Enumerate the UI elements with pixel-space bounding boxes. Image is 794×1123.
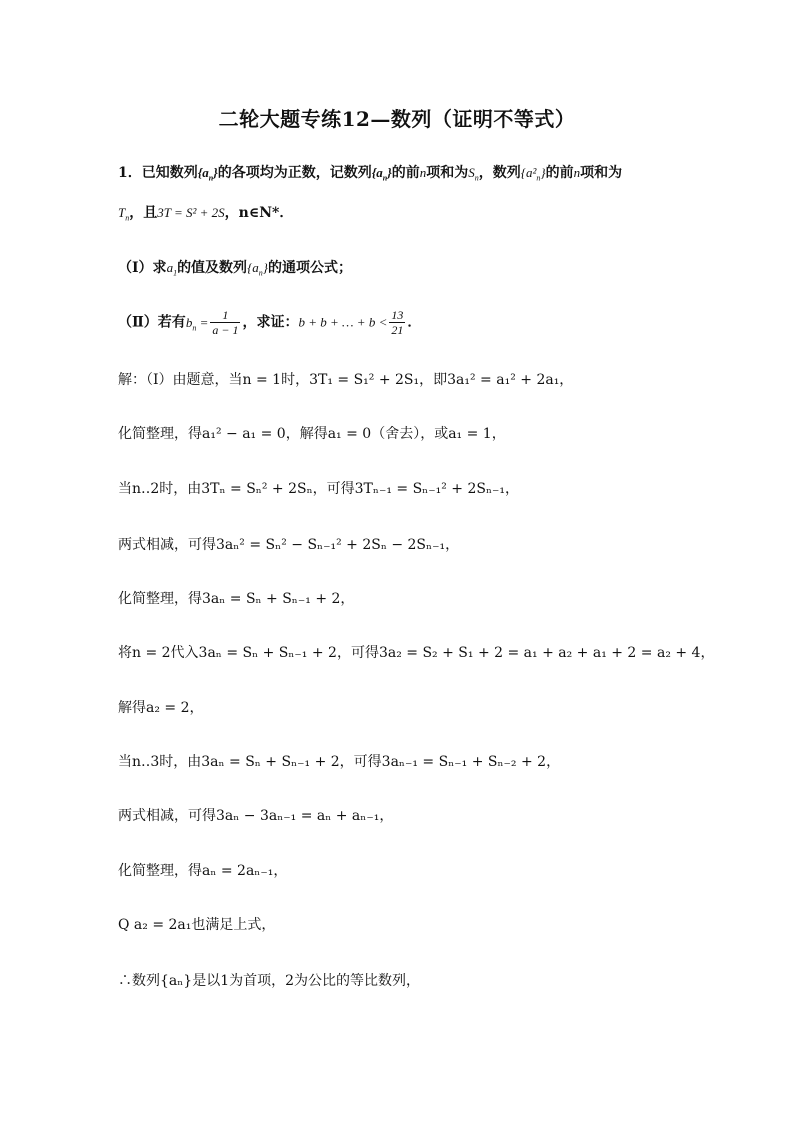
- solution-line-8: 当n‥3时，由3aₙ = Sₙ + Sₙ₋₁ + 2，可得3aₙ₋₁ = Sₙ₋₁ + Sₙ₋₂ + 2，: [118, 754, 561, 770]
- problem-line-2: [118, 203, 293, 229]
- var-tn: $T_n$: [118, 205, 130, 223]
- given-equation: 3T = S² + 2S: [157, 205, 225, 220]
- fraction-numerator: 1: [210, 308, 240, 323]
- fraction-13-21: [389, 308, 405, 337]
- part-1-label: （Ⅰ）求: [118, 260, 167, 276]
- part-2-end: ．: [407, 314, 422, 331]
- solution-line-11: Q a₂ = 2a₁也满足上式，: [118, 917, 276, 933]
- solution-line-7: 解得a₂ = 2，: [118, 700, 204, 716]
- problem-text-8: ，n∈N*．: [224, 205, 294, 221]
- problem-text-3: 项和为: [426, 165, 469, 181]
- part-1-question: [118, 258, 352, 284]
- var-n-2: n: [573, 165, 581, 180]
- part-2-text: ，求证：: [242, 314, 299, 331]
- var-bn: $b_n$ =: [185, 314, 209, 333]
- solution-line-2: 化简整理，得a₁² − a₁ = 0，解得a₁ = 0（舍去），或a₁ = 1，: [118, 426, 506, 442]
- solution-line-10: 化简整理，得aₙ = 2aₙ₋₁，: [118, 863, 288, 879]
- fraction-bn: [210, 308, 240, 337]
- inequality-sum: b + b + … + b <: [298, 314, 388, 330]
- solution-line-4: 两式相减，可得3aₙ² = Sₙ² − Sₙ₋₁² + 2Sₙ − 2Sₙ₋₁，: [118, 537, 460, 553]
- var-sn: $S_n$: [468, 165, 479, 183]
- solution-line-12: ∴数列{aₙ}是以1为首项，2为公比的等比数列，: [118, 973, 421, 989]
- var-a1: $a_1$: [166, 260, 178, 278]
- seq-a-2: $\{a_n\}$: [371, 165, 392, 183]
- problem-text-4: ，数列: [478, 165, 521, 181]
- solution-line-6: 将n = 2代入3aₙ = Sₙ + Sₙ₋₁ + 2，可得3a₂ = S₂ + S₁ + 2 = a₁ + a₂ + a₁ + 2 = a₂ + 4，: [118, 645, 715, 661]
- problem-text-5: 的前: [545, 165, 574, 181]
- fraction-denominator: a − 1: [212, 323, 239, 337]
- var-n: n: [419, 165, 427, 180]
- part-2-label: （Ⅱ）若有: [118, 314, 186, 331]
- part-2-question: [118, 308, 421, 338]
- problem-text-6: 项和为: [580, 165, 623, 181]
- solution-line-3: 当n‥2时，由3Tₙ = Sₙ² + 2Sₙ，可得3Tₙ₋₁ = Sₙ₋₁² + 2Sₙ₋₁，: [118, 481, 520, 497]
- solution-line-1: 解：（Ⅰ）由题意，当n = 1时，3T₁ = S₁² + 2S₁，即3a₁² = a₁² + 2a₁，: [118, 372, 574, 388]
- fraction2-denominator: 21: [391, 323, 404, 337]
- seq-a-squared: $\{a^2_n\}$: [520, 165, 546, 183]
- fraction2-numerator: 13: [391, 308, 404, 322]
- problem-text-7: ，且: [129, 205, 158, 221]
- seq-a-3: $\{a_n\}$: [247, 260, 268, 278]
- solution-line-5: 化简整理，得3aₙ = Sₙ + Sₙ₋₁ + 2，: [118, 591, 355, 607]
- part-1-text: 的值及数列: [177, 260, 248, 276]
- problem-prefix: 1．已知数列: [118, 165, 198, 181]
- part-1-end: 的通项公式；: [267, 260, 352, 276]
- problem-text-2: 的前: [391, 165, 420, 181]
- problem-text-1: 的各项均为正数，记数列: [217, 165, 372, 181]
- seq-a: $\{a_n\}$: [197, 165, 218, 183]
- page-title: 二轮大题专练12—数列（证明不等式）: [218, 107, 576, 131]
- problem-line-1: [118, 163, 622, 189]
- solution-line-9: 两式相减，可得3aₙ − 3aₙ₋₁ = aₙ + aₙ₋₁，: [118, 808, 394, 824]
